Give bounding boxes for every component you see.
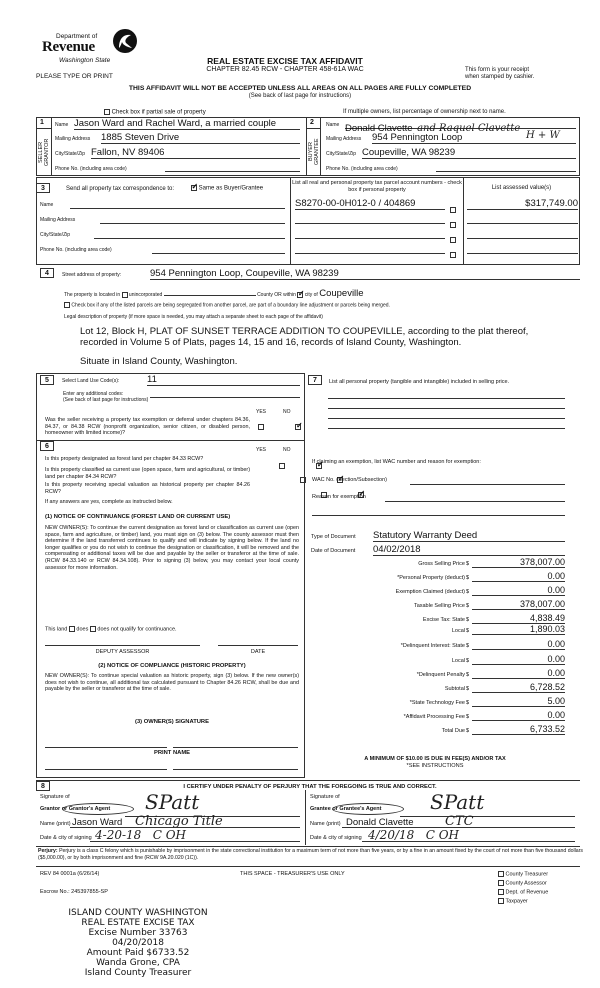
warning-text: THIS AFFIDAVIT WILL NOT BE ACCEPTED UNLESS ALL AREAS ON ALL PAGES ARE FULLY COMPLETED: [128, 85, 472, 92]
line: [467, 223, 578, 224]
treasurer-use: THIS SPACE - TREASURER'S USE ONLY: [240, 871, 345, 877]
street-address-value: 954 Pennington Loop, Coupeville, WA 98239: [150, 268, 580, 280]
exemption-yes-checkbox[interactable]: [258, 424, 264, 430]
tax-value[interactable]: 0.00: [472, 571, 565, 582]
perjury-text: Perjury is a class C felony which is punishable by imprisonment in the state correctional institution for a maximum term of not more than five years, or by a fine in an amount fixed by the court of not more than five thousand dollars ($5,000.00), or by both imprisonment and fine (RCW 9A.20.020 (1C)).: [38, 848, 583, 861]
located-in-label: The property is located in: [64, 292, 121, 298]
buyer-phone-value: [436, 162, 576, 172]
date-city-label: Date & city of signing: [40, 835, 92, 841]
print-name-line-1[interactable]: [45, 769, 167, 770]
copy-county-assessor[interactable]: [498, 880, 547, 886]
copy-label: Taxpayer: [505, 898, 528, 905]
buyer-phone-label: Phone No. (including area code): [326, 166, 398, 172]
grantee-signature[interactable]: SPatt: [430, 790, 485, 814]
historic-question: Is this property receiving special valuation as historical property per chapter 84.26 RCW?: [45, 482, 250, 495]
owner-signature-line-2[interactable]: [173, 747, 298, 748]
stamp-line: Wanda Grone, CPA: [96, 958, 180, 968]
logo-line2: Revenue: [42, 39, 95, 55]
seller-address-label: Mailing Address: [55, 136, 91, 142]
seller-name-label: Name: [55, 122, 69, 128]
seller-name-field[interactable]: [55, 119, 300, 129]
copy-checkbox[interactable]: [498, 898, 504, 904]
wac-input[interactable]: [410, 484, 565, 485]
escrow-number: Escrow No.: 245397855-SP: [40, 889, 108, 895]
corr-name-field[interactable]: [40, 199, 285, 209]
tax-label: Excise Tax: State: [422, 617, 465, 623]
copy-taxpayer[interactable]: [498, 898, 528, 904]
copy-dept-revenue[interactable]: [498, 889, 548, 895]
grantor-name-handwritten: Chicago Title: [135, 814, 223, 829]
grantor-name-field[interactable]: [40, 814, 300, 829]
currency: $: [466, 628, 470, 634]
legal-line-1: Lot 12, Block H, PLAT OF SUNSET TERRACE ADDITION TO COUPEVILLE, according to the plat thereof,: [80, 326, 529, 337]
currency: $: [466, 561, 470, 567]
current-use-question: Is this property classified as current use (open space, farm and agricultural, or timber) land per chapter 84.34 RCW?: [45, 467, 250, 480]
buyer-name-field[interactable]: [326, 119, 576, 134]
seller-city-label: City/State/Zip: [55, 151, 86, 157]
form-subtitle: CHAPTER 82.45 RCW - CHAPTER 458-61A WAC: [206, 66, 364, 73]
line: [70, 208, 285, 209]
doc-date-label: Date of Document: [311, 548, 356, 554]
legal-line-3: Situate in Island County, Washington.: [80, 356, 238, 367]
continuance-row: [45, 626, 177, 632]
divider: [36, 866, 580, 867]
certify-title: I CERTIFY UNDER PENALTY OF PERJURY THAT THE FOREGOING IS TRUE AND CORRECT.: [183, 784, 437, 790]
reason-input[interactable]: [385, 501, 565, 502]
personal-property-checkbox[interactable]: [450, 237, 456, 243]
logo-line3: Washington State: [59, 57, 111, 64]
unincorporated-label: unincorporated: [128, 292, 163, 298]
line: [100, 223, 285, 224]
treasurer-stamp: [68, 908, 208, 978]
street-address-field[interactable]: [62, 268, 580, 279]
section-5-number: 5: [40, 375, 54, 385]
grantee-date-value: 4/20/18 C OH: [368, 828, 460, 842]
parcels-header: List all real and personal property tax parcel account numbers - check box if personal property: [292, 180, 462, 193]
buyer-name-value: Donald Clavette: [345, 123, 413, 134]
form-title: REAL ESTATE EXCISE TAX AFFIDAVIT: [207, 56, 363, 66]
stamp-line: Excise Number 33763: [88, 928, 188, 938]
does-qualify-checkbox[interactable]: [69, 626, 75, 632]
does-not-qualify-checkbox[interactable]: [90, 626, 96, 632]
currency: $: [466, 672, 470, 678]
partial-sale[interactable]: [104, 109, 206, 116]
copy-label: County Treasurer: [505, 871, 549, 878]
same-as-buyer-checkbox[interactable]: [191, 185, 197, 191]
unincorporated-checkbox[interactable]: [122, 292, 128, 298]
exemption-question: Was the seller receiving a property tax exemption or deferral under chapters 84.36, 84.37, or 84.38 RCW (nonprofit organization, senior citizen, or disabled person, homeowner with limited income)?: [45, 417, 250, 437]
tax-value[interactable]: 378,007.00: [472, 557, 565, 568]
land-use-label: Select Land Use Code(s):: [62, 378, 120, 384]
additional-codes-note: (See back of last page for instructions): [63, 397, 149, 403]
section-1-number: 1: [40, 119, 44, 126]
tax-label: Total Due: [441, 728, 465, 734]
currency: $: [466, 714, 470, 720]
no-header-6: NO: [283, 447, 291, 453]
seller-phone-value: [165, 162, 300, 172]
tax-row-total: [325, 725, 565, 735]
corr-phone-field[interactable]: [40, 244, 285, 254]
forest-yes-checkbox[interactable]: [279, 463, 285, 469]
segregated-checkbox[interactable]: [64, 302, 70, 308]
segregated-label: Check box if any of the listed parcels are being segregated from another parcel, are part of a boundary line adjustment or parcels being merged.: [71, 302, 390, 309]
buyer-city-label: City/State/Zip: [326, 151, 357, 157]
assessed-header: List assessed value(s): [491, 185, 552, 191]
minimum-notice: A MINIMUM OF $10.00 IS DUE IN FEE(S) AND/OR TAX: [364, 756, 506, 762]
copy-checkbox[interactable]: [498, 871, 504, 877]
reason-input-2[interactable]: [312, 515, 565, 516]
corr-city-label: City/State/Zip: [40, 232, 71, 238]
additional-codes-input[interactable]: [150, 397, 300, 398]
tax-value[interactable]: 6,733.52: [472, 724, 565, 735]
currency: $: [466, 700, 470, 706]
section-7-number: 7: [308, 375, 322, 385]
personal-property-checkbox[interactable]: [450, 222, 456, 228]
grantee-date-field[interactable]: [310, 830, 575, 842]
grantor-date-field[interactable]: [40, 830, 300, 842]
currency: $: [466, 658, 470, 664]
buyer-address-handwritten: H + W: [526, 130, 560, 141]
buyer-name-handwritten: and Raquel Clavette: [417, 123, 521, 134]
corr-phone-label: Phone No. (including area code): [40, 247, 112, 253]
name-print-label: Name (print): [310, 821, 341, 827]
seller-address-field[interactable]: [55, 133, 300, 143]
divider: [36, 780, 580, 781]
doc-type-label: Type of Document: [311, 534, 356, 540]
tax-label: Taxable Selling Price: [413, 603, 465, 609]
does-not-label: does not qualify for continuance.: [97, 626, 177, 633]
doc-date-value: 04/02/2018: [373, 544, 565, 556]
column-divider: [304, 373, 305, 778]
personal-property-label: List all personal property (tangible and intangible) included in selling price.: [329, 379, 510, 385]
parcel-row-2[interactable]: [295, 214, 578, 224]
line: [362, 841, 575, 842]
divider: [36, 440, 304, 441]
this-land-label: This land: [45, 626, 68, 633]
grantor-signature-of: Signature of: [40, 794, 70, 800]
dor-logo: [42, 30, 132, 70]
location-row: [64, 288, 564, 299]
tax-value[interactable]: 0.00: [472, 639, 565, 650]
seller-city-field[interactable]: [55, 148, 300, 158]
buyer-phone-field[interactable]: [326, 163, 576, 173]
personal-property-line-3[interactable]: [328, 418, 565, 419]
copy-label: Dept. of Revenue: [505, 889, 549, 896]
assessed-value: $317,749.00: [467, 198, 578, 210]
current-use-yes-checkbox[interactable]: [300, 477, 306, 483]
divider: [305, 790, 306, 845]
city-of-checkbox[interactable]: [297, 292, 303, 298]
rev-number: REV 84 0001a (6/26/14): [40, 871, 100, 877]
tax-value[interactable]: 6,728.52: [472, 682, 565, 693]
tax-value[interactable]: 4,838.49: [472, 613, 565, 624]
grantee-name-handwritten: CTC: [445, 814, 474, 829]
deputy-assessor-label: DEPUTY ASSESSOR: [95, 649, 150, 655]
parcel-row-1[interactable]: [295, 199, 578, 209]
currency: $: [466, 728, 470, 734]
line: [467, 238, 578, 239]
correspondence-label: Send all property tax correspondence to:: [66, 186, 175, 192]
revenue-logo-icon: [112, 28, 138, 54]
seller-grantor-label: SELLER GRANTOR: [38, 138, 50, 166]
grantor-name-value: Jason Ward: [72, 817, 123, 828]
divider: [36, 846, 580, 847]
notice-1-text: NEW OWNER(S): To continue the current designation as forest land or classification as current use (open space, farm and agriculture, or timber) land, you must sign on (3) below. The county assessor must then determine if the land transferred continues to qualify and will indicate by signing below. If the land no longer qualifies or you do not wish to continue the designation or classification, it will be removed and the compensating or additional taxes will be due and payable by the seller or transferor at the time of sale. (RCW 84.33.140 or RCW 84.34.108). Prior to signing (3) below, you may contact your local county assessor for more information.: [45, 525, 299, 571]
currency: $: [466, 603, 470, 609]
copy-label: County Assessor: [505, 880, 547, 887]
legal-line-2: recorded in Volume 5 of Plats, pages 14, 15 and 16, records of Island County, Washington.: [80, 337, 462, 348]
copy-checkbox[interactable]: [498, 880, 504, 886]
city-value: Coupeville: [319, 288, 364, 299]
owner-signature-line-1[interactable]: [45, 747, 167, 748]
tax-row-subtotal: [325, 683, 565, 693]
land-use-code-field[interactable]: [62, 375, 300, 386]
date-line[interactable]: [218, 645, 298, 646]
name-print-label: Name (print): [40, 821, 71, 827]
seller-city-value: Fallon, NV 89406: [91, 147, 300, 159]
print-name-label: PRINT NAME: [153, 750, 191, 756]
stamp-line: REAL ESTATE EXCISE TAX: [81, 918, 195, 928]
copy-checkbox[interactable]: [498, 889, 504, 895]
stamp-line: ISLAND COUNTY WASHINGTON: [68, 908, 208, 918]
buyer-address-field[interactable]: [326, 130, 576, 143]
stamp-line: Island County Treasurer: [84, 968, 192, 978]
currency: $: [466, 575, 470, 581]
tax-row-penalty: [325, 669, 565, 679]
print-name-line-2[interactable]: [173, 769, 298, 770]
tax-label: Local: [451, 628, 465, 634]
see-instructions: *SEE INSTRUCTIONS: [406, 763, 464, 769]
copy-county-treasurer[interactable]: [498, 871, 548, 877]
parcel-row-3[interactable]: [295, 229, 578, 239]
partial-sale-label: Check box if partial sale of property: [111, 109, 206, 116]
grantee-agent-label: Grantee or Grantee's Agent: [310, 806, 382, 812]
corr-name-label: Name: [40, 202, 54, 208]
grantee-name-value: Donald Clavette: [346, 817, 414, 828]
street-address-label: Street address of property:: [62, 272, 122, 278]
line: [295, 253, 445, 254]
buyer-grantee-label: BUYER GRANTEE: [308, 138, 320, 166]
line: [467, 253, 578, 254]
owner-signature-label: (3) OWNER(S) SIGNATURE: [135, 719, 209, 725]
exemption-claim-label: If claiming an exemption, list WAC number and reason for exemption:: [312, 459, 481, 465]
tax-label: *Affidavit Processing Fee: [403, 714, 465, 720]
grantee-signature-of: Signature of: [310, 794, 340, 800]
section-8-number: 8: [36, 781, 50, 791]
county-line[interactable]: [164, 295, 256, 296]
tax-label: Subtotal: [444, 686, 465, 692]
personal-property-line-2[interactable]: [328, 408, 565, 409]
notice-2-title: (2) NOTICE OF COMPLIANCE (HISTORIC PROPERTY): [98, 663, 246, 669]
does-label: does: [76, 626, 89, 633]
parcel-number: S8270-00-0H012-0 / 404869: [295, 198, 445, 210]
grantee-agent-circle: [332, 803, 404, 815]
yes-header-6: YES: [256, 447, 267, 453]
receipt-line1: This form is your receipt: [465, 67, 530, 73]
currency: $: [466, 589, 470, 595]
no-header: NO: [283, 409, 291, 415]
tax-value[interactable]: 0.00: [472, 654, 565, 665]
currency: $: [466, 686, 470, 692]
deputy-assessor-line[interactable]: [45, 645, 200, 646]
forest-question: Is this property designated as forest land per chapter 84.33 RCW?: [45, 456, 204, 462]
grantor-signature[interactable]: SPatt: [145, 790, 200, 814]
section-6-number: 6: [40, 441, 54, 451]
tax-row-delinquent-local: [325, 655, 565, 665]
date-label: DATE: [250, 649, 266, 655]
tax-row-gross: [325, 558, 565, 568]
tax-row-personal: [325, 572, 565, 582]
tax-label: *Delinquent Penalty: [416, 672, 465, 678]
same-as-buyer[interactable]: [191, 185, 263, 192]
tax-value[interactable]: 0.00: [472, 668, 565, 679]
divider: [290, 177, 291, 265]
personal-property-line-1[interactable]: [328, 398, 565, 399]
county-or-within-label: County OR within: [257, 292, 296, 298]
buyer-city-value: Coupeville, WA 98239: [362, 147, 576, 159]
personal-property-line-4[interactable]: [328, 428, 565, 429]
tax-label: Exemption Claimed (deduct): [395, 589, 465, 595]
line: [295, 238, 445, 239]
logo-line1: Department of: [56, 33, 98, 40]
stamp-line: Amount Paid $6733.52: [86, 948, 190, 958]
section-4-number: 4: [40, 268, 54, 278]
same-as-buyer-label: Same as Buyer/Grantee: [198, 185, 264, 192]
reason-label: Reason for exemption: [312, 494, 366, 500]
tax-label: *Personal Property (deduct): [397, 575, 465, 581]
yes-header: YES: [256, 409, 267, 415]
notice-1-title: (1) NOTICE OF CONTINUANCE (FOREST LAND OR CURRENT USE): [45, 514, 231, 520]
buyer-city-field[interactable]: [326, 148, 576, 158]
stamp-line: 04/20/2018: [112, 938, 164, 948]
notice-2-text: NEW OWNER(S): To continue special valuation as historic property, sign (3) below. If the new owner(s) does not wish to continue, all additional tax calculated pursuant to Chapter 84.26 RCW, shall be due and payable by the seller or transferor at the time of sale.: [45, 673, 299, 693]
additional-codes-label: Enter any additional codes:: [63, 391, 124, 397]
buyer-address-value: 954 Pennington Loop: [372, 132, 576, 144]
tax-row-excise-state: [325, 614, 565, 624]
tax-value[interactable]: 0.00: [472, 710, 565, 721]
seller-name-value: Jason Ward and Rachel Ward, a married couple: [74, 118, 300, 130]
divider: [306, 128, 321, 129]
divider: [36, 128, 52, 129]
line: [295, 223, 445, 224]
doc-date-field[interactable]: [311, 544, 565, 555]
corr-city-field[interactable]: [40, 229, 285, 239]
seller-phone-field[interactable]: [55, 163, 300, 173]
city-of-label: city of: [304, 292, 318, 298]
section-3-number: 3: [36, 183, 50, 193]
corr-address-label: Mailing Address: [40, 217, 76, 223]
grantor-agent-label: Grantor or Grantor's Agent: [40, 806, 111, 812]
currency: $: [466, 617, 470, 623]
buyer-name-label: Name: [326, 122, 340, 128]
tax-row-tech-fee: [325, 697, 565, 707]
multiple-owners-note: If multiple owners, list percentage of ownership next to name.: [343, 109, 506, 115]
legal-description-label: Legal description of property (if more space is needed, you may attach a separate sheet to each page of the affidavit): [64, 314, 323, 320]
tax-label: *Delinquent Interest: State: [400, 643, 465, 649]
see-back-text: (See back of last page for instructions): [248, 93, 352, 99]
personal-property-checkbox[interactable]: [450, 252, 456, 258]
line: [94, 238, 285, 239]
tax-label: Local: [451, 658, 465, 664]
corr-address-field[interactable]: [40, 214, 285, 224]
grantor-date-value: 4-20-18 C OH: [95, 828, 187, 842]
date-city-label: Date & city of signing: [310, 835, 362, 841]
parcel-row-4[interactable]: [295, 244, 578, 254]
perjury-bold: Perjury:: [38, 848, 58, 854]
receipt-line2: when stamped by cashier.: [465, 74, 535, 80]
wac-label: WAC No. (Section/Subsection): [312, 477, 387, 483]
tax-row-processing-fee: [325, 711, 565, 721]
line: [90, 841, 300, 842]
tax-row-delinquent-state: [325, 640, 565, 650]
if-yes-note: If any answers are yes, complete as instructed below.: [45, 499, 173, 505]
section-2-number: 2: [310, 119, 314, 126]
tax-row-exemption: [325, 586, 565, 596]
doc-type-field[interactable]: [311, 530, 565, 541]
buyer-name-line: [345, 118, 576, 134]
seller-address-value: 1885 Steven Drive: [101, 132, 300, 144]
buyer-address-label: Mailing Address: [326, 136, 362, 142]
tax-value[interactable]: 378,007.00: [472, 599, 565, 610]
segregated-row[interactable]: [64, 302, 584, 308]
tax-row-excise-local: [325, 625, 565, 635]
please-type: PLEASE TYPE OR PRINT: [36, 73, 113, 80]
land-use-code-value: 11: [147, 374, 300, 386]
perjury-notice: [38, 848, 583, 861]
seller-phone-label: Phone No. (including area code): [55, 166, 127, 172]
tax-row-taxable: [325, 600, 565, 610]
exemption-no-checkbox[interactable]: [295, 424, 301, 430]
grantor-agent-circle: [62, 803, 134, 815]
partial-sale-checkbox[interactable]: [104, 109, 110, 115]
tax-label: Gross Selling Price: [418, 561, 465, 567]
line: [152, 253, 285, 254]
tax-value[interactable]: 5.00: [472, 696, 565, 707]
doc-type-value: Statutory Warranty Deed: [373, 530, 565, 542]
tax-value[interactable]: 0.00: [472, 585, 565, 596]
personal-property-checkbox[interactable]: [450, 207, 456, 213]
tax-label: *State Technology Fee: [409, 700, 465, 706]
currency: $: [466, 643, 470, 649]
grantee-name-field[interactable]: [310, 814, 575, 829]
tax-value[interactable]: 1,890.03: [472, 624, 565, 635]
